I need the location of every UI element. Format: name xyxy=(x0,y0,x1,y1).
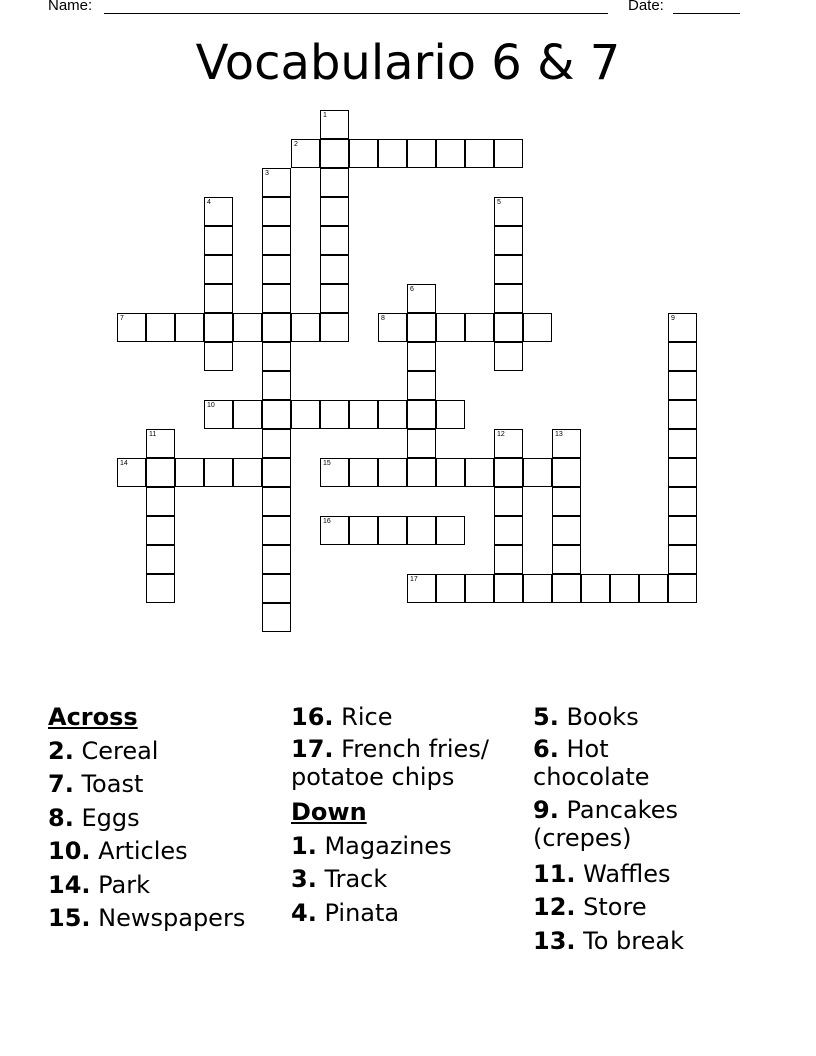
crossword-cell[interactable] xyxy=(494,197,523,226)
crossword-cell[interactable] xyxy=(349,400,378,429)
clue-number: 4 xyxy=(207,199,211,206)
crossword-cell[interactable] xyxy=(668,574,697,603)
crossword-cell[interactable] xyxy=(378,139,407,168)
crossword-cell[interactable] xyxy=(407,139,436,168)
crossword-cell[interactable] xyxy=(523,574,552,603)
crossword-cell[interactable] xyxy=(523,458,552,487)
crossword-cell[interactable] xyxy=(436,400,465,429)
date-label: Date: xyxy=(628,0,664,14)
crossword-cell[interactable] xyxy=(465,458,494,487)
crossword-cell[interactable] xyxy=(320,139,349,168)
crossword-cell[interactable] xyxy=(668,400,697,429)
crossword-cell[interactable] xyxy=(639,574,668,603)
across-clue-8: 8. Eggs xyxy=(48,803,140,832)
down-heading: Down xyxy=(291,798,367,826)
crossword-cell[interactable] xyxy=(378,313,407,342)
crossword-cell[interactable] xyxy=(436,574,465,603)
crossword-cell[interactable] xyxy=(262,458,291,487)
clue-number: 8 xyxy=(381,315,385,322)
crossword-cell[interactable] xyxy=(146,487,175,516)
crossword-cell[interactable] xyxy=(291,313,320,342)
crossword-cell[interactable] xyxy=(407,342,436,371)
date-blank-line[interactable] xyxy=(673,13,740,14)
clue-number: 9 xyxy=(671,315,675,322)
crossword-cell[interactable] xyxy=(262,371,291,400)
crossword-cell[interactable] xyxy=(204,458,233,487)
crossword-cell[interactable] xyxy=(494,516,523,545)
down-clue-12: 12. Store xyxy=(533,893,647,921)
clue-number: 16 xyxy=(323,518,331,525)
crossword-cell[interactable] xyxy=(320,110,349,139)
crossword-cell[interactable] xyxy=(378,400,407,429)
down-clue-4: 4. Pinata xyxy=(291,898,400,927)
crossword-cell[interactable] xyxy=(407,400,436,429)
crossword-cell[interactable] xyxy=(262,603,291,632)
clue-number: 1 xyxy=(323,112,327,119)
crossword-cell[interactable] xyxy=(668,516,697,545)
crossword-cell[interactable] xyxy=(552,545,581,574)
crossword-cell[interactable] xyxy=(349,139,378,168)
crossword-cell[interactable] xyxy=(320,226,349,255)
crossword-cell[interactable] xyxy=(436,139,465,168)
crossword-cell[interactable] xyxy=(262,429,291,458)
down-clue-13: 13. To break xyxy=(533,926,684,955)
across-clue-17: 17. French fries/ potatoe chips xyxy=(291,734,489,791)
crossword-cell[interactable] xyxy=(668,429,697,458)
crossword-cell[interactable] xyxy=(494,284,523,313)
down-clue-1: 1. Magazines xyxy=(291,831,452,860)
crossword-cell[interactable] xyxy=(494,255,523,284)
crossword-cell[interactable] xyxy=(291,400,320,429)
clue-number: 15 xyxy=(323,460,331,467)
crossword-cell[interactable] xyxy=(407,313,436,342)
crossword-cell[interactable] xyxy=(146,516,175,545)
crossword-cell[interactable] xyxy=(494,139,523,168)
crossword-cell[interactable] xyxy=(233,400,262,429)
crossword-cell[interactable] xyxy=(407,574,436,603)
crossword-cell[interactable] xyxy=(552,458,581,487)
crossword-cell[interactable] xyxy=(262,168,291,197)
across-clue-16: 16. Rice xyxy=(291,703,393,731)
crossword-cell[interactable] xyxy=(262,545,291,574)
crossword-cell[interactable] xyxy=(494,545,523,574)
crossword-cell[interactable] xyxy=(407,284,436,313)
crossword-cell[interactable] xyxy=(494,226,523,255)
crossword-cell[interactable] xyxy=(668,458,697,487)
clue-number: 17 xyxy=(410,576,418,583)
clue-number: 12 xyxy=(497,431,505,438)
crossword-cell[interactable] xyxy=(494,313,523,342)
crossword-cell[interactable] xyxy=(407,371,436,400)
crossword-cell[interactable] xyxy=(262,313,291,342)
crossword-cell[interactable] xyxy=(262,516,291,545)
down-clue-3: 3. Track xyxy=(291,865,388,893)
crossword-cell[interactable] xyxy=(494,429,523,458)
crossword-cell[interactable] xyxy=(349,458,378,487)
across-heading: Across xyxy=(48,703,138,731)
down-clue-6: 6. Hot chocolate xyxy=(533,734,650,791)
crossword-cell[interactable] xyxy=(146,458,175,487)
crossword-cell[interactable] xyxy=(146,429,175,458)
crossword-cell[interactable] xyxy=(320,458,349,487)
crossword-cell[interactable] xyxy=(262,342,291,371)
crossword-cell[interactable] xyxy=(494,487,523,516)
crossword-cell[interactable] xyxy=(175,313,204,342)
crossword-cell[interactable] xyxy=(204,255,233,284)
crossword-cell[interactable] xyxy=(320,168,349,197)
crossword-cell[interactable] xyxy=(262,400,291,429)
crossword-cell[interactable] xyxy=(552,487,581,516)
across-clue-7: 7. Toast xyxy=(48,770,144,798)
name-blank-line[interactable] xyxy=(104,13,608,14)
crossword-cell[interactable] xyxy=(407,429,436,458)
crossword-cell[interactable] xyxy=(117,458,146,487)
crossword-cell[interactable] xyxy=(494,458,523,487)
crossword-cell[interactable] xyxy=(262,255,291,284)
crossword-cell[interactable] xyxy=(175,458,204,487)
crossword-cell[interactable] xyxy=(378,516,407,545)
crossword-cell[interactable] xyxy=(494,574,523,603)
crossword-cell[interactable] xyxy=(146,313,175,342)
crossword-cell[interactable] xyxy=(233,458,262,487)
crossword-cell[interactable] xyxy=(320,255,349,284)
crossword-cell[interactable] xyxy=(552,516,581,545)
crossword-cell[interactable] xyxy=(436,458,465,487)
crossword-cell[interactable] xyxy=(262,284,291,313)
crossword-cell[interactable] xyxy=(204,197,233,226)
crossword-cell[interactable] xyxy=(610,574,639,603)
crossword-cell[interactable] xyxy=(668,545,697,574)
crossword-cell[interactable] xyxy=(320,313,349,342)
clue-number: 6 xyxy=(410,286,414,293)
down-clue-11: 11. Waffles xyxy=(533,859,671,888)
crossword-cell[interactable] xyxy=(668,487,697,516)
clue-number: 2 xyxy=(294,141,298,148)
across-clue-10: 10. Articles xyxy=(48,837,188,865)
crossword-cell[interactable] xyxy=(668,313,697,342)
crossword-cell[interactable] xyxy=(204,284,233,313)
crossword-cell[interactable] xyxy=(320,516,349,545)
clue-column-2 xyxy=(291,701,523,930)
crossword-cell[interactable] xyxy=(320,400,349,429)
crossword-cell[interactable] xyxy=(320,284,349,313)
crossword-cell[interactable] xyxy=(146,574,175,603)
crossword-cell[interactable] xyxy=(262,197,291,226)
clue-column-1 xyxy=(48,701,278,936)
crossword-cell[interactable] xyxy=(465,574,494,603)
crossword-cell[interactable] xyxy=(320,197,349,226)
down-clue-5: 5. Books xyxy=(533,703,639,731)
crossword-cell[interactable] xyxy=(349,516,378,545)
clue-number: 14 xyxy=(120,460,128,467)
clue-number: 7 xyxy=(120,315,124,322)
name-date-header xyxy=(0,0,816,19)
page-title: Vocabulario 6 & 7 xyxy=(195,35,621,91)
crossword-cell[interactable] xyxy=(436,313,465,342)
crossword-cell[interactable] xyxy=(407,458,436,487)
crossword-cell[interactable] xyxy=(204,342,233,371)
crossword-cell[interactable] xyxy=(465,139,494,168)
crossword-cell[interactable] xyxy=(668,371,697,400)
crossword-cell[interactable] xyxy=(117,313,146,342)
crossword-cell[interactable] xyxy=(494,342,523,371)
crossword-cell[interactable] xyxy=(204,226,233,255)
crossword-cell[interactable] xyxy=(262,487,291,516)
crossword-cell[interactable] xyxy=(262,574,291,603)
across-clue-14: 14. Park xyxy=(48,870,151,899)
clue-column-3 xyxy=(533,701,723,958)
crossword-cell[interactable] xyxy=(552,429,581,458)
across-clue-2: 2. Cereal xyxy=(48,736,159,765)
crossword-cell[interactable] xyxy=(291,139,320,168)
crossword-cell[interactable] xyxy=(436,516,465,545)
crossword-cell[interactable] xyxy=(262,226,291,255)
crossword-cell[interactable] xyxy=(552,574,581,603)
crossword-cell[interactable] xyxy=(204,400,233,429)
crossword-cell[interactable] xyxy=(233,313,262,342)
down-clue-9: 9. Pancakes (crepes) xyxy=(533,796,678,852)
crossword-cell[interactable] xyxy=(668,342,697,371)
clue-number: 13 xyxy=(555,431,563,438)
clue-number: 10 xyxy=(207,402,215,409)
crossword-cell[interactable] xyxy=(407,516,436,545)
crossword-cell[interactable] xyxy=(204,313,233,342)
crossword-cell[interactable] xyxy=(378,458,407,487)
crossword-cell[interactable] xyxy=(581,574,610,603)
crossword-cell[interactable] xyxy=(523,313,552,342)
clue-number: 3 xyxy=(265,170,269,177)
across-clue-15: 15. Newspapers xyxy=(48,904,246,932)
name-label: Name: xyxy=(48,0,93,14)
crossword-cell[interactable] xyxy=(465,313,494,342)
crossword-cell[interactable] xyxy=(146,545,175,574)
clue-number: 11 xyxy=(149,431,157,438)
clue-number: 5 xyxy=(497,199,501,206)
